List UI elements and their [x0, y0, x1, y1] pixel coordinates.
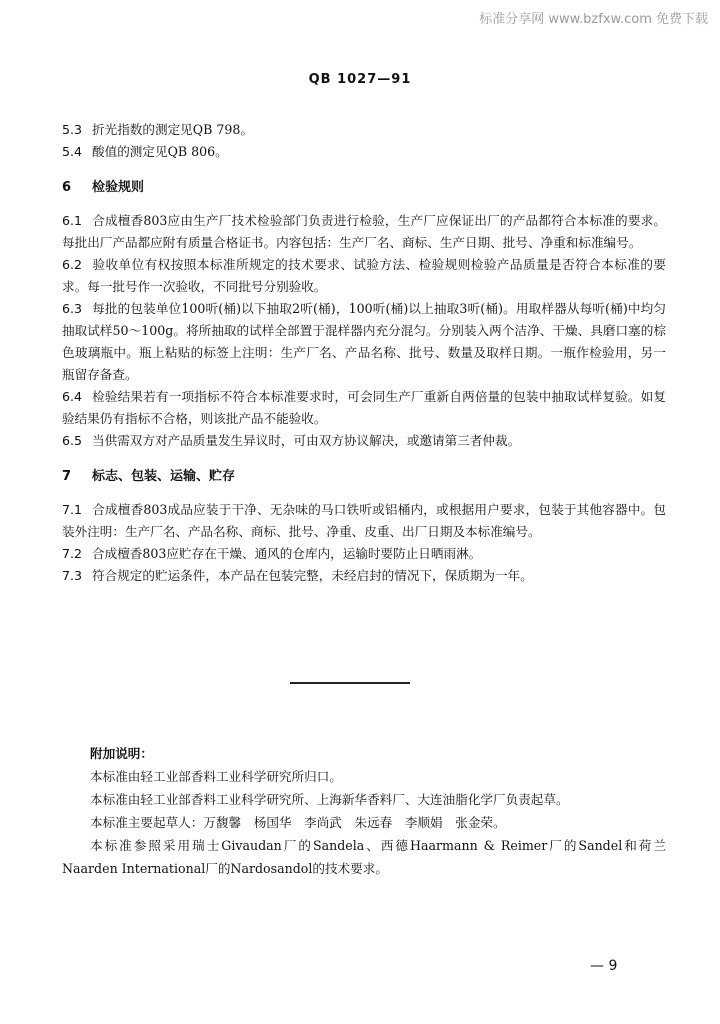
clause-number: 7.2 — [62, 546, 83, 561]
clause-text: 合成檀香803应贮存在干燥、通风的仓库内，运输时要防止日晒雨淋。 — [92, 546, 482, 561]
page-number: — 9 — [590, 958, 618, 974]
clause-text: 检验结果若有一项指标不符合本标准要求时，可会同生产厂重新自两倍量的包装中抽取试样复验。如复验结果仍有指标不合格，则该批产品不能验收。 — [62, 389, 666, 426]
watermark: 标准分享网 www.bzfxw.com 免费下载 — [479, 12, 708, 27]
section-title: 标志、包装、运输、贮存 — [92, 469, 236, 484]
standard-header: QB 1027—91 — [308, 72, 412, 87]
clause-6-1 — [62, 210, 666, 254]
clause-number: 6.5 — [62, 433, 83, 448]
note-line: 本标准由轻工业部香料工业科学研究所归口。 — [90, 769, 342, 784]
clause-number: 6.2 — [62, 257, 83, 272]
clause-text: 每批的包装单位100听(桶)以下抽取2听(桶)，100听(桶)以上抽取3听(桶)。用取样器从每听(桶)中均匀抽取试样50～100g。将所抽取的试样全部置于混样器内充分混匀。分别装入两个洁净、干燥、具磨口塞的棕色玻璃瓶中。瓶上粘贴的标签上注明：生产厂名、产品名称、批号、数量及取样日期。一瓶作检验用，另一瓶留存备查。 — [62, 301, 666, 382]
clause-text: 符合规定的贮运条件，本产品在包装完整，未经启封的情况下，保质期为一年。 — [92, 568, 533, 583]
clause-number: 5.4 — [62, 144, 83, 159]
body-content — [62, 119, 666, 587]
clause-7-1 — [62, 499, 666, 543]
note-line: 本标准主要起草人：万馥馨 杨国华 李尚武 朱远春 李顺娟 张金荣。 — [90, 815, 506, 830]
clause-6-2 — [62, 254, 666, 298]
clause-number: 6.3 — [62, 301, 83, 316]
clause-text: 合成檀香803成品应装于干净、无杂味的马口铁听或铝桶内，或根据用户要求，包装于其他容器中。包装外注明：生产厂名、产品名称、商标、批号、净重、皮重、出厂日期及本标准编号。 — [62, 502, 666, 539]
note-line: 本标准由轻工业部香料工业科学研究所、上海新华香料厂、大连油脂化学厂负责起草。 — [90, 792, 569, 807]
clause-number: 5.3 — [62, 122, 83, 137]
section-number: 7 — [62, 469, 72, 484]
note-line: 本标准参照采用瑞士Givaudan厂的Sandela、西德Haarmann & Reimer厂的Sandel和荷兰Naarden International厂的Nardosandol的技术要求。 — [62, 838, 666, 876]
clause-5-4 — [62, 141, 666, 163]
clause-7-2 — [62, 543, 666, 565]
clause-6-5 — [62, 430, 666, 452]
section-6-heading — [62, 177, 666, 199]
clause-text: 验收单位有权按照本标准所规定的技术要求、试验方法、检验规则检验产品质量是否符合本标准的要求。每一批号作一次验收，不同批号分别验收。 — [62, 257, 666, 294]
section-7-heading — [62, 466, 666, 488]
end-rule — [290, 682, 410, 684]
clause-number: 7.1 — [62, 502, 83, 517]
clause-text: 折光指数的测定见QB 798。 — [92, 122, 253, 137]
clause-5-3 — [62, 119, 666, 141]
clause-7-3 — [62, 565, 666, 587]
clause-number: 7.3 — [62, 568, 83, 583]
clause-number: 6.1 — [62, 213, 83, 228]
clause-text: 酸值的测定见QB 806。 — [92, 144, 228, 159]
clause-text: 当供需双方对产品质量发生异议时，可由双方协议解决，或邀请第三者仲裁。 — [92, 433, 521, 448]
section-title: 检验规则 — [92, 180, 145, 195]
clause-6-3 — [62, 298, 666, 386]
clause-6-4 — [62, 386, 666, 430]
notes-title: 附加说明： — [90, 746, 153, 761]
additional-notes — [62, 742, 666, 880]
clause-text: 合成檀香803应由生产厂技术检验部门负责进行检验，生产厂应保证出厂的产品都符合本标准的要求。每批出厂产品都应附有质量合格证书。内容包括：生产厂名、商标、生产日期、批号、净重和标准编号。 — [62, 213, 666, 250]
clause-number: 6.4 — [62, 389, 83, 404]
section-number: 6 — [62, 180, 72, 195]
